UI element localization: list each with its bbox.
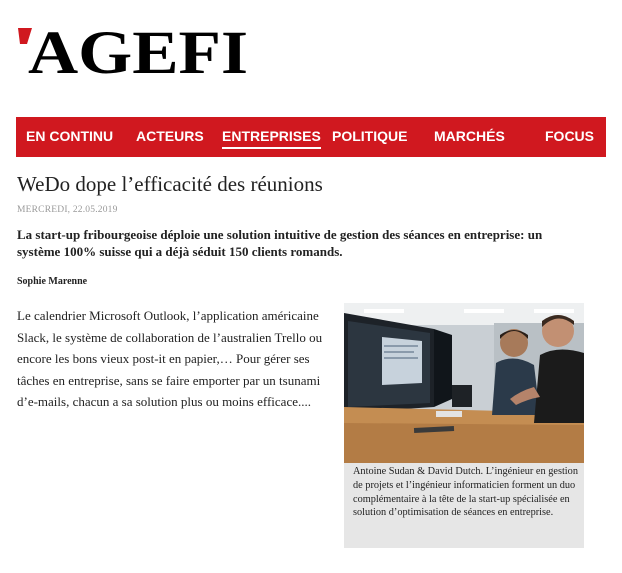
article-author[interactable]: Sophie Marenne [17,276,88,287]
nav-item-acteurs[interactable]: ACTEURS [136,128,204,144]
agefi-logo[interactable] [18,22,250,78]
logo-text: AGEFI [28,22,248,78]
article-figure [344,303,584,548]
nav-item-politique[interactable]: POLITIQUE [332,128,408,144]
nav-item-en-continu[interactable]: EN CONTINU [26,128,114,144]
article-title: WeDo dope l’efficacité des réunions [17,172,323,196]
main-nav [16,117,606,157]
nav-item-entreprises[interactable]: ENTREPRISES [222,117,321,157]
article-body: Le calendrier Microsoft Outlook, l’application américaine Slack, le système de collaboration de l’australien Trello ou encore les bons vieux post-it en papier,… Pour gérer ses tâches en entreprise, sans se faire emporter par un tsunami d’e-mails, chacun a sa solution plus ou moins efficace.... [17,308,323,409]
article-date: MERCREDI, 22.05.2019 [17,205,118,215]
figure-caption: Antoine Sudan & David Dutch. L’ingénieur en gestion de projets et l’ingénieur informaticien forment un duo complémentaire à la tête de la start-up spécialisée en solution d’optimisation de séances en entreprise. [353,466,578,519]
article-lead: La start-up fribourgeoise déploie une solution intuitive de gestion des séances en entreprise: un système 100% suisse qui a déjà séduit 150 clients romands. [17,227,543,259]
nav-item-marches[interactable]: MARCHÉS [434,128,505,144]
nav-item-focus[interactable]: FOCUS [545,128,594,144]
article-photo[interactable] [344,303,584,463]
